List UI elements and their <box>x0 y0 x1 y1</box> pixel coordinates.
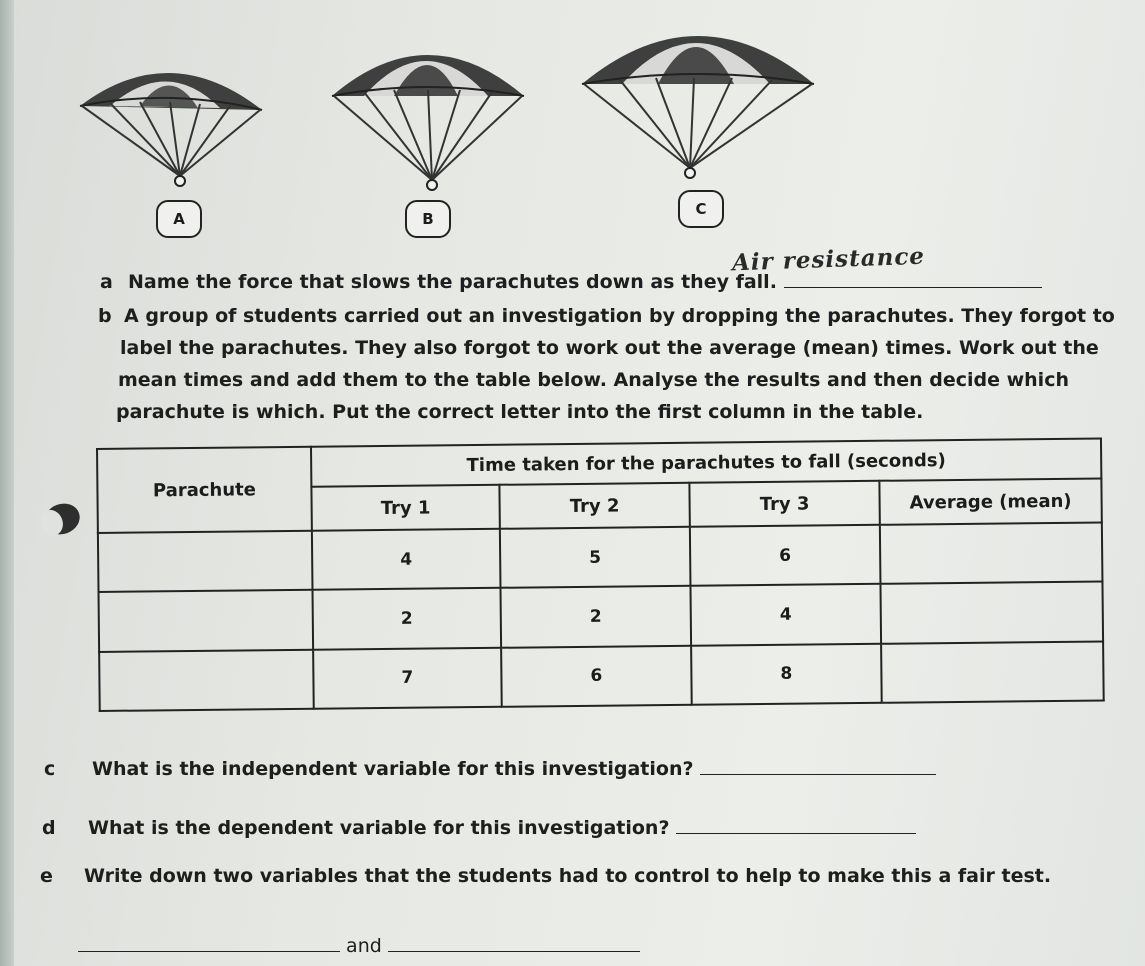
parachute-c-label: C <box>678 190 724 228</box>
header-try-3: Try 3 <box>689 481 879 527</box>
question-c <box>44 753 936 785</box>
question-e-letter: e <box>40 865 53 887</box>
cell-parachute-letter[interactable] <box>99 590 314 652</box>
cell-try-2: 5 <box>500 527 691 588</box>
cell-try-3: 8 <box>691 643 882 704</box>
parachute-a-label: A <box>156 200 202 238</box>
answer-line-a[interactable] <box>784 287 1042 288</box>
cell-try-2: 6 <box>501 645 692 706</box>
header-average: Average (mean) <box>879 478 1101 524</box>
question-d <box>42 812 916 844</box>
header-try-2: Try 2 <box>499 483 689 529</box>
question-b-line-3: mean times and add them to the table below. Analyse the results and then decide which <box>118 369 1069 391</box>
question-c-text: What is the independent variable for this investigation? <box>92 758 694 780</box>
answer-line-d[interactable] <box>676 833 916 834</box>
cell-try-1: 7 <box>313 647 502 708</box>
question-b-letter: b <box>98 305 112 327</box>
answer-line-e1[interactable] <box>78 951 340 952</box>
question-b <box>98 300 1115 428</box>
cell-parachute-letter[interactable] <box>99 649 314 711</box>
cell-parachute-letter[interactable] <box>98 531 313 593</box>
connector-and: and <box>346 935 382 957</box>
question-e-answers <box>78 930 640 962</box>
cell-try-3: 4 <box>690 584 881 645</box>
cell-try-2: 2 <box>500 586 691 647</box>
question-a-letter: a <box>100 271 113 293</box>
question-c-letter: c <box>44 758 56 780</box>
header-parachute: Parachute <box>97 447 312 533</box>
cell-mean[interactable] <box>880 522 1103 584</box>
question-b-line-4: parachute is which. Put the correct letter into the first column in the table. <box>116 401 924 423</box>
parachute-b-drawing <box>328 24 528 194</box>
question-e-text: Write down two variables that the students had to control to help to make this a fair test. <box>84 865 1052 887</box>
question-b-line-1: A group of students carried out an investigation by dropping the parachutes. They forgot to <box>124 305 1115 327</box>
parachute-a-drawing <box>70 48 270 188</box>
question-a <box>100 266 1042 298</box>
parachute-c-drawing <box>578 2 818 184</box>
answer-line-e2[interactable] <box>388 951 640 952</box>
header-try-1: Try 1 <box>311 485 499 531</box>
question-b-line-2: label the parachutes. They also forgot to work out the average (mean) times. Work out the <box>120 337 1099 359</box>
results-table <box>96 437 1105 712</box>
handwritten-answer-a: Air resistance <box>731 242 926 277</box>
cell-try-1: 4 <box>312 529 501 590</box>
cell-mean[interactable] <box>881 641 1104 703</box>
answer-line-c[interactable] <box>700 774 936 775</box>
cell-try-1: 2 <box>312 588 501 649</box>
question-d-letter: d <box>42 817 56 839</box>
table-row <box>98 522 1103 592</box>
hole-punch-mark <box>40 499 84 540</box>
question-a-text: Name the force that slows the parachutes down as they fall. <box>128 271 777 293</box>
page-edge <box>0 0 14 966</box>
table-row <box>99 582 1104 652</box>
header-time-taken: Time taken for the parachutes to fall (seconds) <box>311 438 1101 486</box>
question-d-text: What is the dependent variable for this investigation? <box>88 817 670 839</box>
question-e <box>40 860 1052 892</box>
cell-try-3: 6 <box>690 525 881 586</box>
parachute-b-label: B <box>405 200 451 238</box>
table-row <box>99 641 1104 711</box>
cell-mean[interactable] <box>880 582 1103 644</box>
